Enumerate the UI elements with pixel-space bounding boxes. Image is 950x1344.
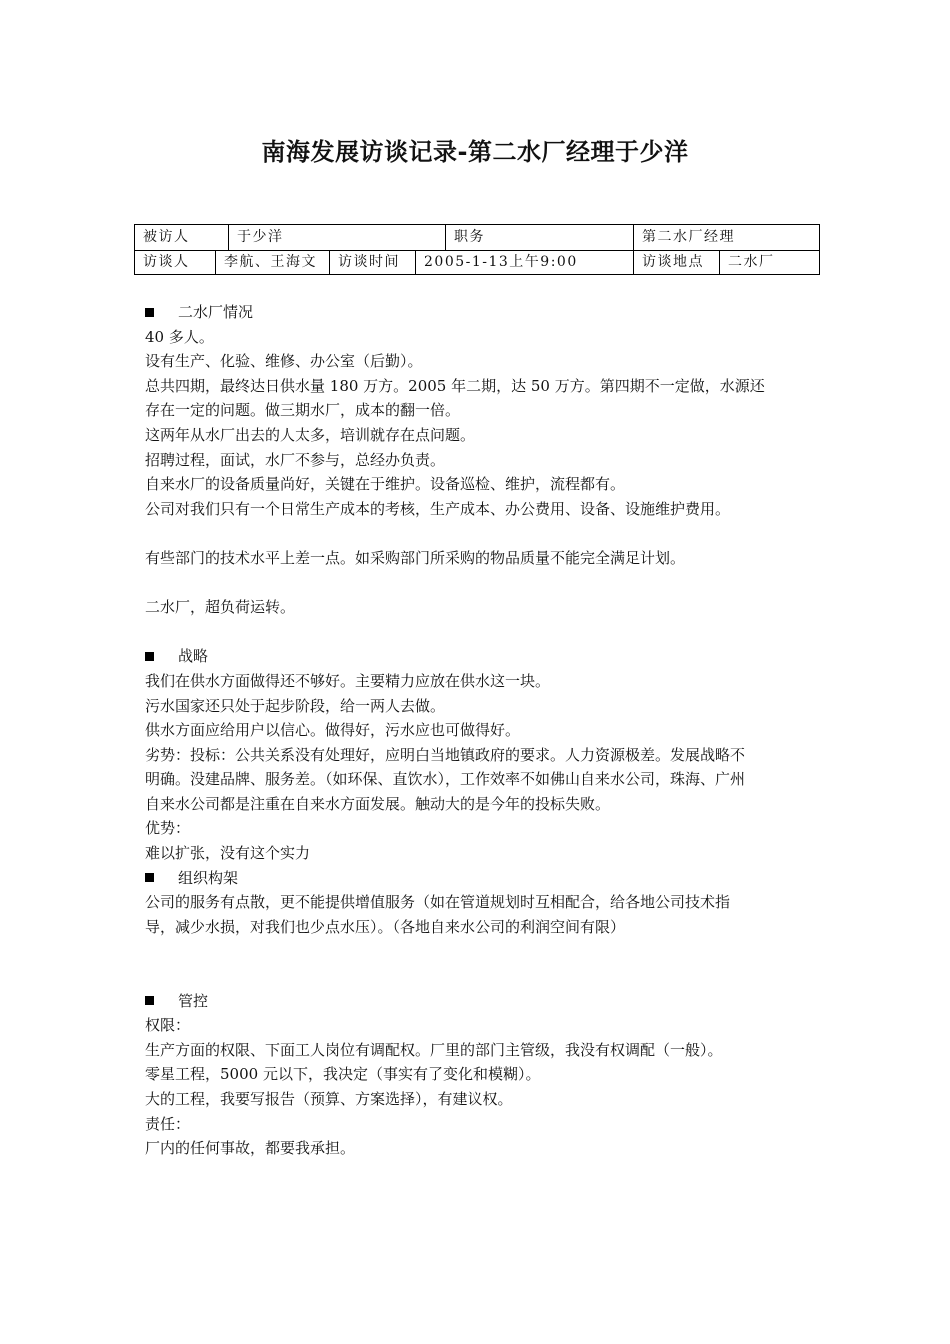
section-heading: 二水厂情况 [145, 300, 815, 325]
square-bullet-icon [145, 308, 154, 317]
paragraph-line: 有些部门的技术水平上差一点。如采购部门所采购的物品质量不能完全满足计划。 [145, 548, 686, 567]
paragraph-line: 公司的服务有点散，更不能提供增值服务（如在管道规划时互相配合，给各地公司技术指 [145, 893, 731, 912]
interviewee-label: 被访人 [143, 229, 190, 245]
paragraph-line: 自来水公司都是注重在自来水方面发展。触动大的是今年的投标失败。 [145, 794, 611, 813]
paragraph-line: 这两年从水厂出去的人太多，培训就存在点问题。 [145, 425, 476, 444]
paragraph-line: 公司对我们只有一个日常生产成本的考核，生产成本、办公费用、设备、设施维护费用。 [145, 499, 731, 518]
paragraph-line: 厂内的任何事故，都要我承担。 [145, 1139, 356, 1158]
document-title: 南海发展访谈记录-第二水厂经理于少洋 [261, 138, 689, 166]
place-value: 二水厂 [719, 250, 819, 274]
position-value: 第二水厂经理 [633, 225, 819, 250]
interviewer-label: 访谈人 [143, 254, 190, 270]
position-label: 职务 [445, 225, 633, 250]
section-heading: 战略 [145, 644, 815, 669]
time-value: 2005-1-13上午9:00 [415, 250, 633, 274]
paragraph-line: 存在一定的问题。做三期水厂，成本的翻一倍。 [145, 401, 461, 420]
section-heading: 管控 [145, 989, 815, 1014]
blank-line [145, 571, 815, 596]
paragraph-line: 责任： [145, 1114, 191, 1133]
paragraph-line: 生产方面的权限、下面工人岗位有调配权。厂里的部门主管级，我没有权调配（一般）。 [145, 1040, 723, 1059]
paragraph-line: 大的工程，我要写报告（预算、方案选择），有建议权。 [145, 1090, 513, 1108]
paragraph-line: 设有生产、化验、维修、办公室（后勤）。 [145, 352, 423, 371]
paragraph-line: 招聘过程，面试，水厂不参与，总经办负责。 [145, 450, 446, 469]
interview-info-table [134, 224, 820, 275]
section-heading: 组织构架 [145, 866, 815, 891]
paragraph-line: 导，减少水损，对我们也少点水压）。（各地自来水公司的利润空间有限） [145, 917, 626, 936]
blank-line [145, 964, 815, 989]
paragraph-line: 二水厂，超负荷运转。 [145, 598, 296, 617]
square-bullet-icon [145, 996, 154, 1005]
interviewer-value: 李航、王海文 [215, 250, 329, 274]
paragraph-line: 污水国家还只处于起步阶段，给一两人去做。 [145, 696, 446, 715]
paragraph-line: 劣势：投标：公共关系没有处理好，应明白当地镇政府的要求。人力资源极差。发展战略不 [145, 745, 746, 764]
paragraph-line: 40 多人。 [145, 327, 214, 346]
document-body [145, 300, 815, 1161]
paragraph-line: 自来水厂的设备质量尚好，关键在于维护。设备巡检、维护，流程都有。 [145, 475, 626, 494]
place-label: 访谈地点 [633, 250, 719, 274]
paragraph-line: 供水方面应给用户以信心。做得好，污水应也可做得好。 [145, 721, 521, 740]
blank-line [145, 521, 815, 546]
paragraph-line: 权限： [145, 1016, 191, 1035]
square-bullet-icon [145, 873, 154, 882]
blank-line [145, 620, 815, 645]
square-bullet-icon [145, 652, 154, 661]
paragraph-line: 难以扩张，没有这个实力 [145, 844, 311, 863]
info-row-2 [135, 250, 819, 274]
time-label: 访谈时间 [329, 250, 415, 274]
blank-line [145, 939, 815, 964]
paragraph-line: 优势： [145, 819, 191, 838]
paragraph-line: 我们在供水方面做得还不够好。主要精力应放在供水这一块。 [145, 671, 551, 690]
paragraph-line: 明确。没建品牌、服务差。（如环保、直饮水），工作效率不如佛山自来水公司，珠海、广州 [145, 770, 746, 789]
paragraph-line: 零星工程，5000 元以下，我决定（事实有了变化和模糊）。 [145, 1065, 541, 1084]
info-row-1 [135, 225, 819, 251]
interviewee-value: 于少洋 [228, 225, 445, 250]
paragraph-line: 总共四期，最终达日供水量 180 万方。2005 年二期，达 50 万方。第四期不一定做，水源还 [145, 376, 765, 395]
